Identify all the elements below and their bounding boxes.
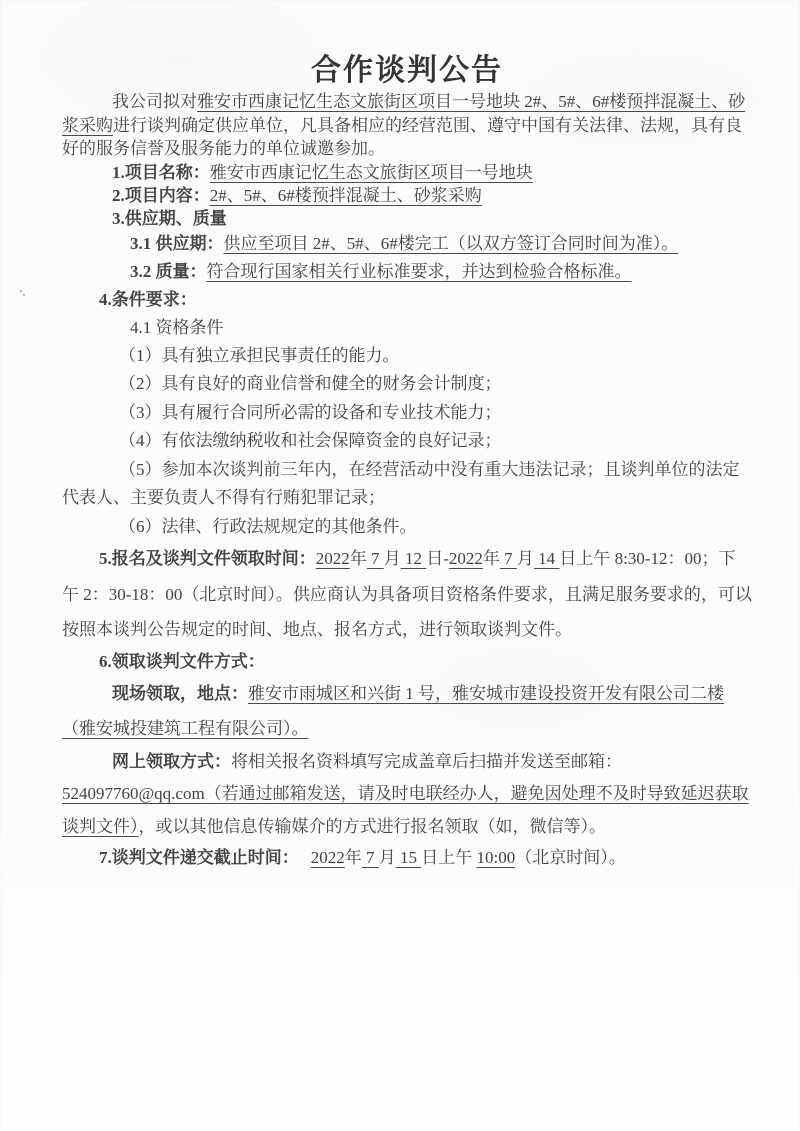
deadline-year: 2022 xyxy=(310,848,345,867)
contact-email: 524097760@qq.com xyxy=(62,784,205,803)
deadline-year-unit: 年 xyxy=(344,848,362,867)
online-label: 网上领取方式： xyxy=(112,751,231,771)
project-name-value: 雅安市西康记忆生态文旅街区项目一号地块 xyxy=(209,162,533,182)
condition-item-3: （3）具有履行合同所必需的设备和专业技术能力； xyxy=(119,402,502,422)
condition-item-1: （1）具有独立承担民事责任的能力。 xyxy=(119,345,400,365)
online-tail: ，或以其他信息传输媒介的方式进行报名领取（如，微信等）。 xyxy=(138,816,606,836)
supply-period-row xyxy=(62,230,752,258)
obtain-heading xyxy=(62,648,752,676)
deadline-day-unit: 日上午 xyxy=(421,848,477,867)
registration-tail: 日上午 8:30-12：00；下午 2：30-18：00（北京时间）。供应商认为具备项目资格条件要求，且满足服务要求的，可以按照本谈判公告规定的时间、地点、报名方式，进行领取谈判文件。 xyxy=(62,549,752,639)
project-name-row xyxy=(62,161,752,184)
registration-day2: 14 xyxy=(533,549,560,568)
registration-year-unit-2: 年 xyxy=(482,549,500,568)
supply-quality-label: 3.2 质量： xyxy=(130,261,207,281)
obtain-heading-label: 6.领取谈判文件方式： xyxy=(99,651,265,671)
deadline-day: 15 xyxy=(395,848,422,867)
condition-item-6: （6）法律、行政法规规定的其他条件。 xyxy=(119,516,417,536)
onsite-pickup-paragraph xyxy=(62,676,752,746)
project-name-label: 1.项目名称： xyxy=(112,162,210,182)
project-content-label: 2.项目内容： xyxy=(112,185,210,205)
registration-month1: 7 xyxy=(366,549,384,568)
document-content xyxy=(62,0,752,873)
deadline-label: 7.谈判文件递交截止时间： xyxy=(99,848,299,867)
online-instructions: 将相关报名资料填写完成盖章后扫描并发送至邮箱： xyxy=(231,751,622,771)
doc-title: 合作谈判公告 xyxy=(311,54,503,87)
requirements-heading-label: 4.条件要求： xyxy=(99,289,197,309)
onsite-address: 雅安市雨城区和兴街 1 号，雅安城市建设投资开发有限公司二楼（雅安城投建筑工程有限公司）。 xyxy=(62,683,724,738)
registration-month2: 7 xyxy=(499,549,517,568)
intro-suffix: 进行谈判确定供应单位，凡具备相应的经营范围、遵守中国有关法律、法规，具有良好的服务信誉及服务能力的单位诚邀参加。 xyxy=(62,115,742,158)
intro-prefix: 我公司拟对 xyxy=(112,92,197,111)
registration-year2: 2022 xyxy=(448,549,483,568)
registration-label: 5.报名及谈判文件领取时间： xyxy=(99,549,316,568)
deadline-month-unit: 月 xyxy=(378,848,396,867)
registration-month-unit-2: 月 xyxy=(516,549,534,568)
registration-day1: 12 xyxy=(400,549,427,568)
registration-year-unit-1: 年 xyxy=(349,549,367,568)
supply-quality-row xyxy=(62,258,752,286)
supply-period-label: 3.1 供应期： xyxy=(130,233,224,253)
supply-quality-value: 符合现行国家相关行业标准要求，并达到检验合格标准。 xyxy=(206,261,632,281)
email-note: （若通过邮箱发送，请及时电联经办人，避免因处理不及时导致延迟获取谈判文件） xyxy=(62,784,749,836)
deadline-paragraph xyxy=(62,843,752,873)
intro-paragraph xyxy=(62,90,752,161)
project-content-row xyxy=(62,184,752,207)
condition-item-5: （5）参加本次谈判前三年内，在经营活动中没有重大违法记录；且谈判单位的法定代表人、主要负责人不得有行贿犯罪记录； xyxy=(62,459,740,507)
scan-speck xyxy=(20,290,22,292)
registration-time-paragraph xyxy=(62,541,752,648)
registration-month-unit-1: 月 xyxy=(383,549,401,568)
supply-heading-label: 3.供应期、质量 xyxy=(112,208,227,228)
qualification-subheading: 4.1 资格条件 xyxy=(130,317,224,337)
condition-item-4: （4）有依法缴纳税收和社会保障资金的良好记录； xyxy=(119,431,502,450)
online-pickup-paragraph xyxy=(62,746,752,844)
supply-period-value: 供应至项目 2#、5#、6#楼完工（以双方签订合同时间为准）。 xyxy=(223,233,679,253)
registration-day-dash: 日- xyxy=(426,549,449,568)
deadline-tail: （北京时间）。 xyxy=(515,848,626,867)
project-content-value: 2#、5#、6#楼预拌混凝土、砂浆采购 xyxy=(209,185,482,205)
supply-heading xyxy=(62,207,752,230)
requirements-heading xyxy=(62,286,752,314)
deadline-time: 10:00 xyxy=(476,848,516,867)
onsite-label: 现场领取，地点： xyxy=(112,683,248,703)
registration-year1: 2022 xyxy=(315,549,350,568)
deadline-month: 7 xyxy=(361,848,379,867)
intro-project-name: 雅安市西康记忆生态文旅街区项目一号地块 2#、5#、6#楼预拌混凝土、砂浆采购 xyxy=(62,92,746,135)
condition-item-2: （2）具有良好的商业信誉和健全的财务会计制度； xyxy=(119,374,502,393)
